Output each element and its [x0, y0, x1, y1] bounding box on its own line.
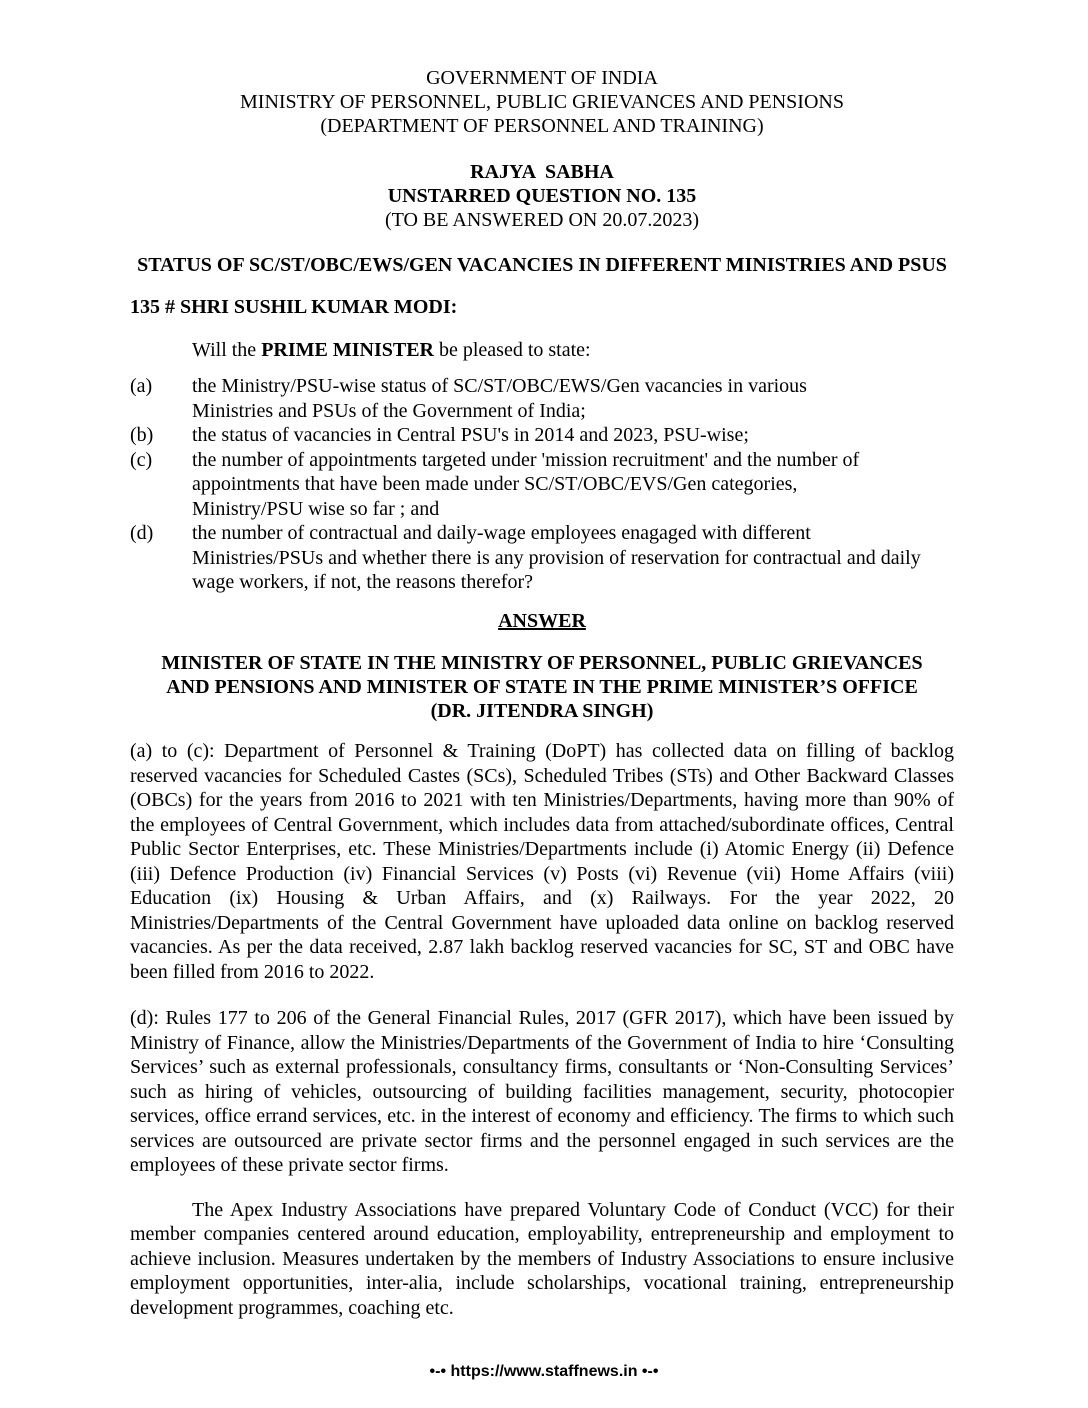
intro-line — [130, 338, 954, 363]
header-line-1: GOVERNMENT OF INDIA — [426, 67, 658, 89]
footer-source-link[interactable]: •-• https://www.staffnews.in •-• — [429, 1363, 659, 1380]
minister-line-3: (DR. JITENDRA SINGH) — [430, 700, 654, 722]
document-page — [130, 62, 954, 1320]
question-label: (b) — [130, 424, 154, 446]
intro-suffix: be pleased to state: — [433, 338, 591, 361]
question-label: (d) — [130, 522, 154, 544]
minister-line-1: MINISTER OF STATE IN THE MINISTRY OF PERSONNEL, PUBLIC GRIEVANCES — [161, 652, 923, 674]
answer-paragraph-vcc-text: The Apex Industry Associations have prepared Voluntary Code of Conduct (VCC) for their member companies centered around education, employability, entrepreneurship and employment to achieve inclusion. Measures undertaken by the members of Industry Associations to ensure inclusive employment opportunities, inter-alia, include scholarships, vocational training, entrepreneurship development programmes, coaching etc. — [130, 1198, 954, 1319]
answer-paragraph-a-c: (a) to (c): Department of Personnel & Training (DoPT) has collected data on filling of backlog reserved vacancies for Scheduled Castes (SCs), Scheduled Tribes (STs) and Other Backward Classes (OBCs) for the years from 2016 to 2021 with ten Ministries/Departments, having more than 90% of the employees of Central Government, which includes data from attached/subordinate offices, Central Public Sector Enterprises, etc. These Ministries/Departments include (i) Atomic Energy (ii) Defence (iii) Defence Production (iv) Financial Services (v) Posts (vi) Revenue (vii) Home Affairs (viii) Education (ix) Housing & Urban Affairs, and (x) Railways. For the year 2022, 20 Ministries/Departments of the Central Government have uploaded data online on backlog reserved vacancies. As per the data received, 2.87 lakh backlog reserved vacancies for SC, ST and OBC have been filled from 2016 to 2022. — [130, 740, 954, 983]
subject-title: STATUS OF SC/ST/OBC/EWS/GEN VACANCIES IN DIFFERENT MINISTRIES AND PSUS — [137, 254, 947, 276]
question-text: the number of contractual and daily-wage employees enagaged with different Ministries/PSUs and whether there is any provision of reservation for contractual and daily wage workers, if not, the reasons therefor? — [192, 522, 921, 593]
header-line-2: MINISTRY OF PERSONNEL, PUBLIC GRIEVANCES AND PENSIONS — [240, 91, 844, 113]
answer-paragraph-d: (d): Rules 177 to 206 of the General Financial Rules, 2017 (GFR 2017), which have been issued by Ministry of Finance, allow the Ministries/Departments of the Government of India to hire ‘Consulting Services’ such as external professionals, consultancy firms, consultants or ‘Non-Consulting Services’ such as hiring of vehicles, outsourcing of building facilities management, security, photocopier services, office errand services, etc. in the interest of economy and efficiency. The firms to which such services are outsourced are private sector firms and the personnel engaged in such services are the employees of these private sector firms. — [130, 1007, 954, 1176]
question-item-d — [130, 521, 954, 595]
answer-date: (TO BE ANSWERED ON 20.07.2023) — [384, 209, 700, 231]
minister-block — [130, 651, 954, 723]
house-name: RAJYA SABHA — [470, 161, 614, 183]
question-label: (c) — [130, 448, 153, 471]
document-header — [130, 66, 954, 138]
question-label: (a) — [130, 375, 153, 397]
question-list — [130, 374, 954, 595]
minister-line-2: AND PENSIONS AND MINISTER OF STATE IN THE PRIME MINISTER’S OFFICE — [166, 676, 918, 698]
house-block — [130, 160, 954, 232]
question-item-b — [130, 423, 954, 448]
question-number: UNSTARRED QUESTION NO. 135 — [387, 185, 697, 207]
question-text: the status of vacancies in Central PSU's in 2014 and 2023, PSU-wise; — [192, 424, 749, 446]
question-item-a — [130, 374, 954, 423]
header-line-3: (DEPARTMENT OF PERSONNEL AND TRAINING) — [320, 115, 764, 137]
answer-heading: ANSWER — [498, 609, 586, 632]
question-text: the number of appointments targeted under 'mission recruitment' and the number of appointments that have been made under SC/ST/OBC/EVS/Gen categories, Ministry/PSU wise so far ; and — [192, 448, 860, 520]
question-text: the Ministry/PSU-wise status of SC/ST/OBC/EWS/Gen vacancies in various Ministries and PSUs of the Government of India; — [192, 375, 807, 422]
intro-prefix: Will the — [192, 338, 262, 361]
asker-name: 135 # SHRI SUSHIL KUMAR MODI: — [130, 296, 458, 318]
answer-paragraph-vcc — [130, 1198, 954, 1321]
intro-prime-minister: PRIME MINISTER — [261, 338, 434, 361]
question-item-c — [130, 448, 954, 522]
